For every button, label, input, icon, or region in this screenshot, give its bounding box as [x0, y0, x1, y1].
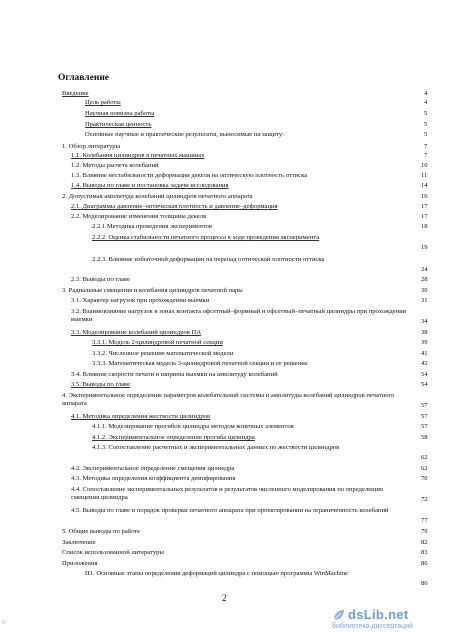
toc-entry-page: 70 — [421, 475, 428, 482]
toc-entry[interactable] — [71, 371, 278, 379]
toc-entry-page: 31 — [421, 297, 428, 304]
toc-entry[interactable] — [85, 110, 154, 118]
toc-entry[interactable] — [92, 350, 233, 358]
toc-entry[interactable] — [62, 560, 98, 568]
toc-entry-title: П1. Основные этапы определения деформаций цилиндра с помощью программы WinMachine — [85, 570, 349, 577]
toc-entry-title: 2.2.1 Методика проведения экспериментов — [92, 223, 212, 230]
toc-entry[interactable] — [71, 475, 235, 483]
toc-entry-page: 30 — [421, 287, 428, 294]
toc-entry-page: 54 — [421, 371, 428, 378]
toc-entry-title: 3.3.1. Модель 2-цилиндровой печатной секции — [92, 339, 223, 346]
toc-entry-page: 5 — [424, 121, 428, 128]
toc-entry-title: Заключение — [62, 539, 96, 546]
toc-entry-title: 4.1.3. Сопоставление расчетных и экспериментальных данных по жесткости цилиндров — [92, 444, 340, 451]
toc-entry-title: 3.5. Выводы по главе — [71, 381, 131, 388]
toc-entry[interactable] — [92, 423, 294, 431]
toc-entry-page: 83 — [421, 549, 428, 556]
toc-entry[interactable] — [71, 276, 130, 284]
toc-entry-page: 38 — [421, 329, 428, 336]
toc-entry[interactable] — [71, 413, 210, 421]
toc-entry-title: 4.3. Методика определения коэффициента демпфирования — [71, 475, 236, 482]
watermark-site: dsLib.net — [348, 607, 409, 622]
toc-entry-title: 2.2. Моделирование изменения толщины декеля — [71, 213, 207, 220]
toc-entry-page: 57 — [421, 413, 428, 420]
toc-entry[interactable] — [62, 143, 120, 151]
toc-entry[interactable] — [92, 444, 410, 452]
toc-entry[interactable] — [85, 121, 151, 129]
toc-entry-title: 2. Допустимая амплитуда колебаний цилиндров печатного аппарата — [62, 193, 253, 200]
toc-entry-title: 2.1. Диаграммы давление–оптическая плотность и давление–деформация — [71, 203, 278, 210]
watermark-tagline: библиотека диссертаций — [332, 623, 413, 630]
toc-entry[interactable] — [62, 287, 243, 295]
toc-entry-title: 4.5. Выводы по главе и порядок проверки печатного аппарата при проектировании на ограниченность колебаний — [71, 507, 389, 514]
toc-entry-title: 2.2.3. Влияние избыточной деформации на перепад оптической плотности оттиска — [92, 256, 325, 263]
toc-entry-page: 4 — [424, 90, 428, 97]
toc-entry[interactable] — [71, 465, 234, 473]
toc-entry-page: 7 — [424, 152, 428, 159]
toc-entry[interactable] — [71, 162, 159, 170]
toc-entry-page: 24 — [421, 266, 428, 273]
toc-entry[interactable] — [62, 549, 164, 557]
toc-entry-page: 42 — [421, 360, 428, 367]
toc-entry-page: 7 — [424, 143, 428, 150]
toc-entry-page: 57 — [421, 402, 428, 409]
toc-entry-title: 2.2.2. Оценка стабильности печатного процесса в ходе проведения эксперимента — [92, 234, 320, 241]
corner-mark: // — [2, 620, 6, 626]
toc-entry[interactable] — [71, 203, 278, 211]
toc-entry-title: 4.2. Экспериментальное определение смещения цилиндра — [71, 465, 235, 472]
toc-entry[interactable] — [71, 152, 205, 160]
toc-entry-page: 62 — [421, 465, 428, 472]
toc-entry-title: 1.1. Колебания цилиндров в печатных машинах — [71, 152, 205, 159]
toc-entry[interactable] — [62, 392, 414, 408]
toc-entry[interactable] — [92, 256, 324, 264]
toc-entry[interactable] — [92, 234, 319, 242]
toc-entry-title: 1. Обзор литературы — [62, 143, 121, 150]
toc-entry[interactable] — [71, 297, 209, 305]
toc-entry-page: 19 — [421, 244, 428, 251]
toc-entry[interactable] — [92, 339, 223, 347]
toc-entry-page: 86 — [421, 580, 428, 587]
toc-entry[interactable] — [71, 329, 201, 337]
toc-entry[interactable] — [62, 193, 253, 201]
toc-entry-page: 41 — [421, 350, 428, 357]
page-title: Оглавление — [58, 73, 110, 83]
toc-entry-title: 3.3. Моделирование колебаний цилиндров ПА — [71, 329, 202, 336]
toc-entry-page: 58 — [421, 434, 428, 441]
toc-entry[interactable] — [62, 90, 89, 98]
toc-entry-title: 4. Экспериментальное определение параметров колебательной системы и амплитуды колебаний цилиндров печатного аппарата — [62, 392, 395, 407]
toc-entry[interactable] — [71, 172, 307, 180]
toc-entry[interactable] — [71, 308, 416, 324]
toc-entry[interactable] — [62, 528, 140, 536]
toc-entry-title: 4.1.1. Моделирование прогибов цилиндра методом конечных элементов — [92, 423, 294, 430]
toc-entry-title: Практическая ценность — [85, 121, 152, 128]
toc-entry-page: 86 — [421, 560, 428, 567]
toc-entry-title: 3. Радиальные смещения и колебания цилиндров печатной пары — [62, 287, 243, 294]
toc-entry[interactable] — [85, 570, 415, 578]
toc-entry[interactable] — [85, 99, 121, 107]
toc-entry-page: 16 — [421, 193, 428, 200]
page-number: 2 — [222, 593, 227, 603]
toc-entry-page: 10 — [421, 162, 428, 169]
toc-entry[interactable] — [71, 507, 416, 515]
toc-entry[interactable] — [92, 223, 212, 231]
toc-entry[interactable] — [92, 434, 255, 442]
toc-entry[interactable] — [71, 182, 229, 190]
toc-entry-page: 17 — [421, 203, 428, 210]
watermark — [298, 607, 450, 632]
toc-entry-title: 3.1. Характер нагрузок при прохождении выемки — [71, 297, 210, 304]
toc-entry[interactable] — [71, 486, 409, 502]
toc-entry-page: 17 — [421, 213, 428, 220]
toc-entry[interactable] — [62, 539, 96, 547]
toc-entry-page: 4 — [424, 99, 428, 106]
toc-entry-title: Основные научные и практические результаты, выносимые на защиту: — [85, 131, 284, 138]
toc-entry-page: 82 — [421, 539, 428, 546]
toc-entry-page: 62 — [421, 454, 428, 461]
toc-entry-title: Научная новизна работы — [85, 110, 155, 117]
toc-entry-page: 5 — [424, 131, 428, 138]
toc-entry-page: 79 — [421, 528, 428, 535]
toc-entry-title: 1.3. Влияние нестабильности деформации декеля на оптическую плотность оттиска — [71, 172, 308, 179]
toc-entry-page: 14 — [421, 182, 428, 189]
toc-entry-title: Список использованной литературы — [62, 549, 164, 556]
toc-entry-page: 57 — [421, 423, 428, 430]
toc-entry-title: 1.4. Выводы по главе и постановка задачи исследования — [71, 182, 229, 189]
toc-entry[interactable] — [71, 381, 130, 389]
toc-entry-page: 39 — [421, 339, 428, 346]
toc-entry[interactable] — [85, 131, 284, 139]
toc-entry-page: 11 — [421, 172, 428, 179]
toc-entry-title: 4.1.2. Экспериментальное определение прогиба цилиндра — [92, 434, 255, 441]
toc-entry-title: 2.3. Выводы по главе — [71, 276, 131, 283]
toc-entry-title: 1.2. Методы расчета колебаний — [71, 162, 159, 169]
toc-entry[interactable] — [71, 213, 206, 221]
toc-entry[interactable] — [92, 360, 308, 368]
toc-entry-page: 28 — [421, 276, 428, 283]
toc-entry-title: 5. Общие выводы по работе — [62, 528, 141, 535]
toc-entry-title: 3.3.2. Численное решение математической модели — [92, 350, 234, 357]
toc-entry-title: Цель работы — [85, 99, 121, 106]
toc-entry-title: Приложения — [62, 560, 98, 567]
toc-entry-page: 72 — [421, 496, 428, 503]
toc-entry-title: 4.4. Сопоставление экспериментальных результатов и результатов численного моделирования по определению смещения цилиндра — [71, 486, 384, 501]
toc-entry-title: Введение — [62, 90, 89, 97]
toc-entry-title: 4.1. Методика определения жесткости цилиндров — [71, 413, 211, 420]
toc-entry-page: 54 — [421, 381, 428, 388]
toc-entry-page: 77 — [421, 517, 428, 524]
toc-entry-page: 34 — [421, 318, 428, 325]
toc-entry-title: 3.3.3. Математическая модель 3-цилиндровой печатной секции и ее решение — [92, 360, 308, 367]
toc-entry-page: 5 — [424, 110, 428, 117]
toc-entry-page: 18 — [421, 223, 428, 230]
leaf-logo-icon — [332, 608, 346, 622]
toc-entry-title: 3.2. Взаимовлияние нагрузок в зонах контакта офсетный–формный и офсетный–печатный цилиндры при прохождении выемки — [71, 308, 407, 323]
toc-entry-title: 3.4. Влияние скорости печати и ширины выемки на амплитуду колебаний — [71, 371, 278, 378]
